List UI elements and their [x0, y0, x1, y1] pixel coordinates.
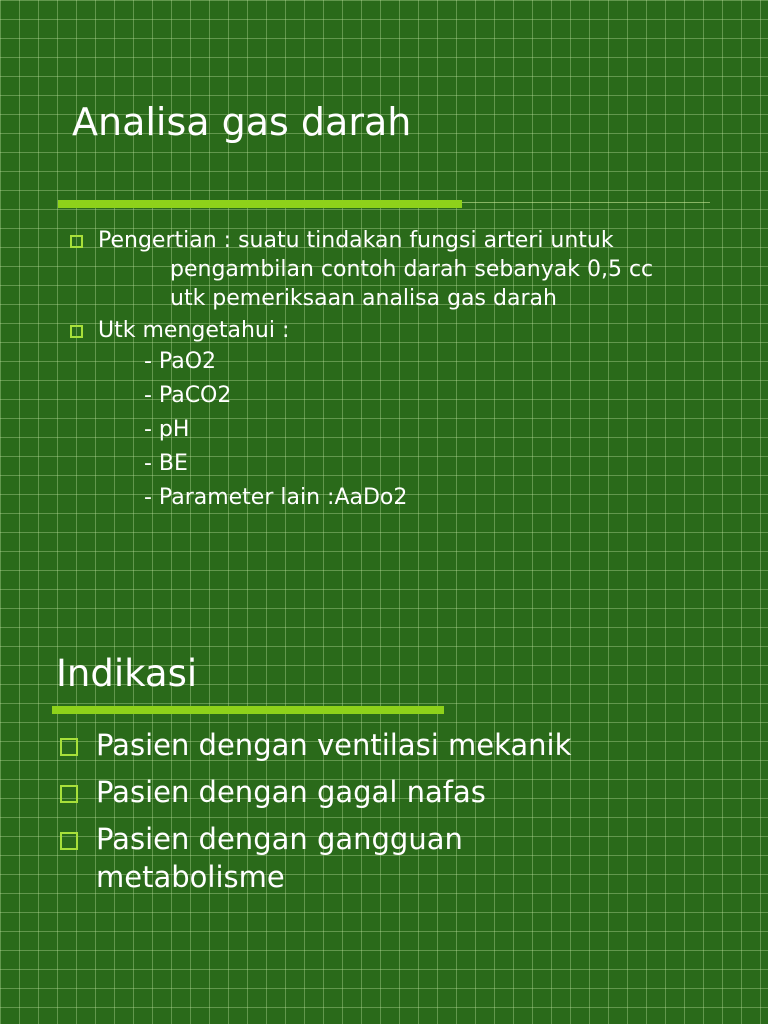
bullet-list-indikasi: [60, 726, 740, 905]
bullet-text-continuation: utk pemeriksaan analisa gas darah: [170, 286, 557, 311]
sub-item: - PaCO2: [144, 383, 232, 408]
slide-title: Analisa gas darah: [72, 100, 412, 144]
title-underline: [58, 200, 462, 208]
bullet-text: Pasien dengan ventilasi mekanik: [96, 728, 572, 762]
bullet-text: Utk mengetahui :: [98, 318, 290, 343]
bullet-text: Pengertian : suatu tindakan fungsi arteri untuk: [98, 228, 614, 253]
bullet-pengertian: [70, 226, 730, 313]
square-bullet-icon: [60, 738, 78, 756]
bullet-text: Pasien dengan gagal nafas: [96, 775, 486, 809]
sub-item: - Parameter lain :AaDo2: [144, 485, 408, 510]
bullet-text-continuation: metabolisme: [96, 860, 285, 894]
sub-item: - pH: [144, 417, 190, 442]
bullet-list: [70, 226, 730, 515]
bullet-text: Pasien dengan gangguan: [96, 822, 463, 856]
bullet-item: [60, 773, 740, 811]
bullet-item: [60, 820, 740, 896]
bullet-utk-mengetahui: [70, 316, 730, 345]
slide-title-indikasi: Indikasi: [56, 652, 198, 695]
square-bullet-icon: [70, 235, 83, 248]
square-bullet-icon: [60, 785, 78, 803]
sub-item: - BE: [144, 451, 188, 476]
title-underline-thin: [462, 202, 710, 203]
square-bullet-icon: [60, 832, 78, 850]
title-underline: [52, 706, 444, 714]
bullet-text-continuation: pengambilan contoh darah sebanyak 0,5 cc: [170, 257, 654, 282]
sub-item: - PaO2: [144, 349, 217, 374]
square-bullet-icon: [70, 325, 83, 338]
bullet-item: [60, 726, 740, 764]
